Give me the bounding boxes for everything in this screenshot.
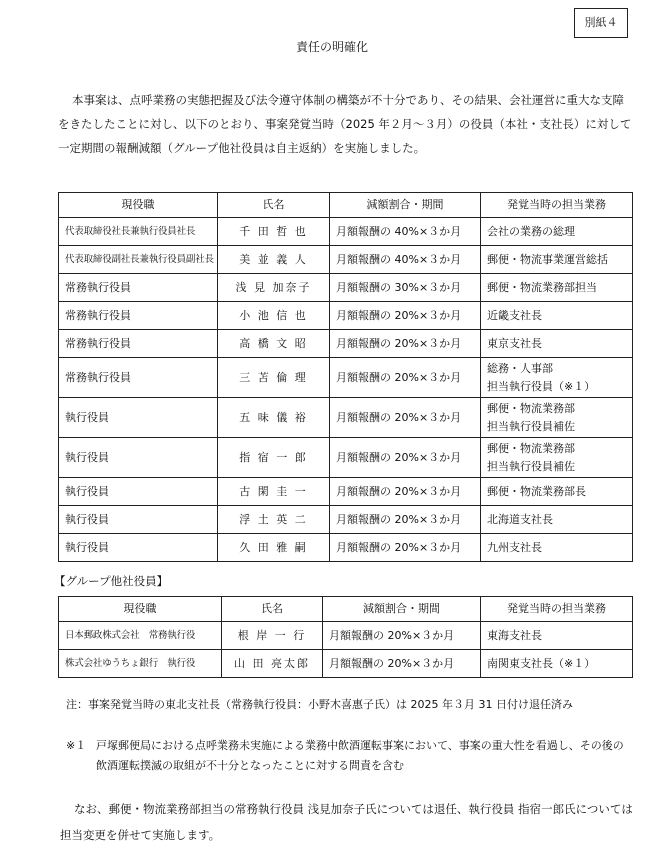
- name-cell: 古 閑 圭 一: [218, 478, 330, 506]
- duty-line: 東海支社長: [487, 628, 542, 642]
- table-row: [59, 358, 633, 398]
- table-row: [59, 650, 633, 678]
- duty-cell: [481, 650, 633, 678]
- position-cell: 代表取締役社長兼執行役員社長: [59, 218, 218, 246]
- header-position: 現役職: [59, 193, 218, 218]
- duty-line: 郵便・物流業務部: [487, 401, 575, 415]
- name-cell: 小 池 信 也: [218, 302, 330, 330]
- table-row: [59, 330, 633, 358]
- reduction-cell: 月額報酬の 40%×３か月: [330, 246, 481, 274]
- duty-line: 郵便・物流業務部担当: [487, 280, 597, 294]
- reduction-cell: 月額報酬の 20%×３か月: [330, 302, 481, 330]
- duty-cell: [481, 302, 633, 330]
- name-cell: 美 並 義 人: [218, 246, 330, 274]
- table-row: [59, 218, 633, 246]
- duty-line: 会社の業務の総理: [487, 224, 575, 238]
- group-executive-table: [58, 596, 633, 678]
- header-name: 氏名: [222, 597, 323, 622]
- name-cell: 久 田 雅 嗣: [218, 534, 330, 562]
- duty-line: 東京支社長: [487, 336, 542, 350]
- name-cell: 三 苫 倫 理: [218, 358, 330, 398]
- table-row: [59, 438, 633, 478]
- duty-line: 担当執行役員補佐: [487, 419, 575, 433]
- table-row: [59, 506, 633, 534]
- duty-cell: [481, 398, 633, 438]
- position-cell: 常務執行役員: [59, 358, 218, 398]
- reduction-cell: 月額報酬の 20%×３か月: [330, 506, 481, 534]
- duty-line: 担当執行役員（※１）: [487, 379, 596, 393]
- duty-cell: [481, 506, 633, 534]
- duty-cell: [481, 438, 633, 478]
- page-title: 責任の明確化: [295, 40, 368, 54]
- duty-line: 郵便・物流業務部長: [487, 484, 586, 498]
- table-header-row: [59, 597, 633, 622]
- name-cell: 根 岸 一 行: [222, 622, 323, 650]
- reduction-cell: 月額報酬の 20%×３か月: [330, 534, 481, 562]
- intro-paragraph: 本事案は、点呼業務の実態把握及び法令遵守体制の構築が不十分であり、その結果、会社運営に重大な支障をきたしたことに対し、以下のとおり、事案発覚当時（2025 年２月～３月）の役員（本社・支社長）に対して一定期間の報酬減額（グループ他社役員は自主返納）を実施しました。: [58, 93, 632, 155]
- position-cell: 常務執行役員: [59, 274, 218, 302]
- duty-cell: [481, 622, 633, 650]
- position-cell: 執行役員: [59, 506, 218, 534]
- header-duty: 発覚当時の担当業務: [481, 193, 633, 218]
- table-row: [59, 622, 633, 650]
- duty-cell: [481, 534, 633, 562]
- attachment-number-badge: 別紙４: [574, 8, 628, 38]
- duty-line: 担当執行役員補佐: [487, 459, 575, 473]
- duty-line: 九州支社長: [487, 540, 542, 554]
- footnote-text: 戸塚郵便局における点呼業務未実施による業務中飲酒運転事案において、事案の重大性を看過し、その後の飲酒運転撲滅の取組が不十分となったことに対する問責を含む: [96, 739, 624, 772]
- duty-cell: [481, 218, 633, 246]
- position-cell: 執行役員: [59, 438, 218, 478]
- reduction-cell: 月額報酬の 20%×３か月: [330, 358, 481, 398]
- name-cell: 浅 見 加奈子: [218, 274, 330, 302]
- reduction-cell: 月額報酬の 20%×３か月: [323, 650, 481, 678]
- duty-cell: [481, 330, 633, 358]
- reduction-cell: 月額報酬の 20%×３か月: [323, 622, 481, 650]
- position-cell: 日本郵政株式会社 常務執行役: [59, 622, 222, 650]
- table-header-row: [59, 193, 633, 218]
- position-cell: 常務執行役員: [59, 302, 218, 330]
- closing-paragraph: なお、郵便・物流業務部担当の常務執行役員 浅見加奈子氏については退任、執行役員 指宿一郎氏については担当変更を併せて実施します。: [60, 802, 633, 842]
- reduction-cell: 月額報酬の 30%×３か月: [330, 274, 481, 302]
- table-row: [59, 246, 633, 274]
- position-cell: 常務執行役員: [59, 330, 218, 358]
- retirement-note: 注：事案発覚当時の東北支社長（常務執行役員：小野木喜惠子氏）は 2025 年３月 31 日付け退任済み: [66, 698, 573, 711]
- duty-line: 総務・人事部: [487, 361, 553, 375]
- name-cell: 千 田 哲 也: [218, 218, 330, 246]
- position-cell: 株式会社ゆうちょ銀行 執行役: [59, 650, 222, 678]
- header-duty: 発覚当時の担当業務: [481, 597, 633, 622]
- header-name: 氏名: [218, 193, 330, 218]
- table-row: [59, 274, 633, 302]
- name-cell: 五 味 儀 裕: [218, 398, 330, 438]
- duty-cell: [481, 358, 633, 398]
- footnote-mark: ※１: [66, 739, 87, 752]
- header-reduction: 減額割合・期間: [330, 193, 481, 218]
- reduction-cell: 月額報酬の 20%×３か月: [330, 398, 481, 438]
- duty-line: 郵便・物流事業運営総括: [487, 252, 608, 266]
- duty-line: 近畿支社長: [487, 308, 542, 322]
- duty-cell: [481, 478, 633, 506]
- executive-table: [58, 192, 633, 562]
- position-cell: 代表取締役副社長兼執行役員副社長: [59, 246, 218, 274]
- position-cell: 執行役員: [59, 478, 218, 506]
- duty-cell: [481, 246, 633, 274]
- reduction-cell: 月額報酬の 40%×３か月: [330, 218, 481, 246]
- duty-cell: [481, 274, 633, 302]
- duty-line: 北海道支社長: [487, 512, 553, 526]
- table-row: [59, 478, 633, 506]
- header-reduction: 減額割合・期間: [323, 597, 481, 622]
- table-row: [59, 302, 633, 330]
- table-row: [59, 534, 633, 562]
- group-heading: 【グループ他社役員】: [54, 574, 169, 588]
- reduction-cell: 月額報酬の 20%×３か月: [330, 330, 481, 358]
- name-cell: 浮 土 英 二: [218, 506, 330, 534]
- position-cell: 執行役員: [59, 398, 218, 438]
- name-cell: 指 宿 一 郎: [218, 438, 330, 478]
- name-cell: 山 田 亮太郎: [222, 650, 323, 678]
- position-cell: 執行役員: [59, 534, 218, 562]
- reduction-cell: 月額報酬の 20%×３か月: [330, 478, 481, 506]
- header-position: 現役職: [59, 597, 222, 622]
- reduction-cell: 月額報酬の 20%×３か月: [330, 438, 481, 478]
- duty-line: 郵便・物流業務部: [487, 441, 575, 455]
- table-row: [59, 398, 633, 438]
- name-cell: 高 橋 文 昭: [218, 330, 330, 358]
- duty-line: 南関東支社長（※１）: [487, 656, 596, 670]
- footnote: [66, 736, 632, 776]
